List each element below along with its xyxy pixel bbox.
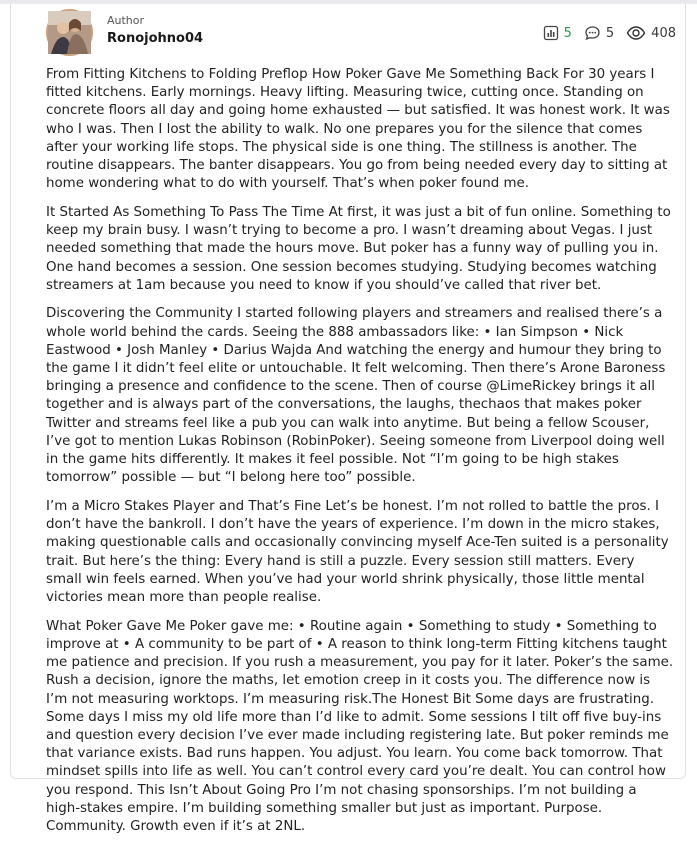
post-header [46,9,676,59]
view-count: 408 [651,25,676,41]
post-paragraph: Discovering the Community I started following players and streamers and realised there’s a whole world behind the cards. Seeing the 888 ambassadors like: • Ian Simpson • Nick Eastwood • Josh Manley • Darius Wajda And watching the energy and humour they bring to the game I it didn’t feel elite or untouchable. It felt welcoming. Then there’s Arone Baroness bringing a presence and confidence to the scene. Then of course @LimeRickey brings it all together and is always part of the conversations, the laughs, thechaos that makes poker Twitter and streams feel like a pub you can walk into anytime. But being a fellow Scouser, I’ve got to mention Lukas Robinson (RobinPoker). Seeing someone from Liverpool doing well in the game hits differently. It makes it feel possible. Not “I’m going to be high stakes tomorrow” possible — but “I belong here too” possible. [46,306,666,486]
post-body [46,66,674,847]
author-label: Author [107,14,145,27]
chart-count: 5 [563,25,572,41]
view-stat [626,25,676,41]
avatar[interactable] [46,9,93,56]
comment-stat[interactable] [584,25,614,41]
post-paragraph: What Poker Gave Me Poker gave me: • Routine again • Something to study • Something to improve at • A community to be part of • A reason to think long-term Fitting kitchens taught me patience and precision. If you rush a measurement, you pay for it later. Poker’s the same. Rush a decision, ignore the maths, let emotion creep in it costs you. The difference now is I’m not measuring worktops. I’m measuring risk.The Honest Bit Some days are frustrating. Some days I miss my old life more than I’d like to admit. Some sessions I tilt off five buy-ins and question every decision I’ve ever made including registering late. But poker reminds me that variance exists. Bad runs happen. You adjust. You learn. You come back tomorrow. That mindset spills into life as well. You can’t control every card you’re dealt. You can control how you respond. This Isn’t About Going Pro I’m not chasing sponsorships. I’m not building a high-stakes empire. I’m building something smaller but just as important. Purpose. Community. Growth even if it’s at 2NL. [46,618,674,834]
avatar-photo [48,11,91,54]
bar-chart-icon [543,25,559,41]
post-paragraph: From Fitting Kitchens to Folding Preflop How Poker Gave Me Something Back For 30 years I fitted kitchens. Early mornings. Heavy lifting. Measuring twice, cutting once. Standing on concrete floors all day and going home exhausted — but satisfied. It was honest work. It was who I was. Then I lost the ability to walk. No one prepares you for the silence that comes after your working life stops. The physical side is one thing. The stillness is another. The routine disappears. The banter disappears. You go from being needed every day to sitting at home wondering what to do with yourself. That’s when poker found me. [46,67,670,192]
post-card [10,4,686,834]
post-paragraph: It Started As Something To Pass The Time At first, it was just a bit of fun online. Something to keep my brain busy. I wasn’t trying to become a pro. I wasn’t dreaming about Vegas. I just needed something that made the hours move. But poker has a funny way of pulling you in. One hand becomes a session. One session becomes studying. Studying becomes watching streamers at 1am because you need to know if you should’ve called that river bet. [46,204,671,293]
chart-stat[interactable] [543,25,572,41]
post-paragraph: I’m a Micro Stakes Player and That’s Fine Let’s be honest. I’m not rolled to battle the pros. I don’t have the bankroll. I don’t have the years of experience. I’m down in the micro stakes, making questionable calls and occasionally convincing myself Ace-Ten suited is a personality trait. But here’s the thing: Every hand is still a puzzle. Every session still matters. Every small win feels earned. When you’ve had your world shrink physically, those little mental victories mean more than people realise. [46,498,669,605]
author-name[interactable]: Ronojohno04 [107,31,204,46]
comment-bubble-icon [584,25,601,41]
comment-count: 5 [605,25,615,41]
post-stats [531,25,676,41]
eye-icon [626,25,646,41]
